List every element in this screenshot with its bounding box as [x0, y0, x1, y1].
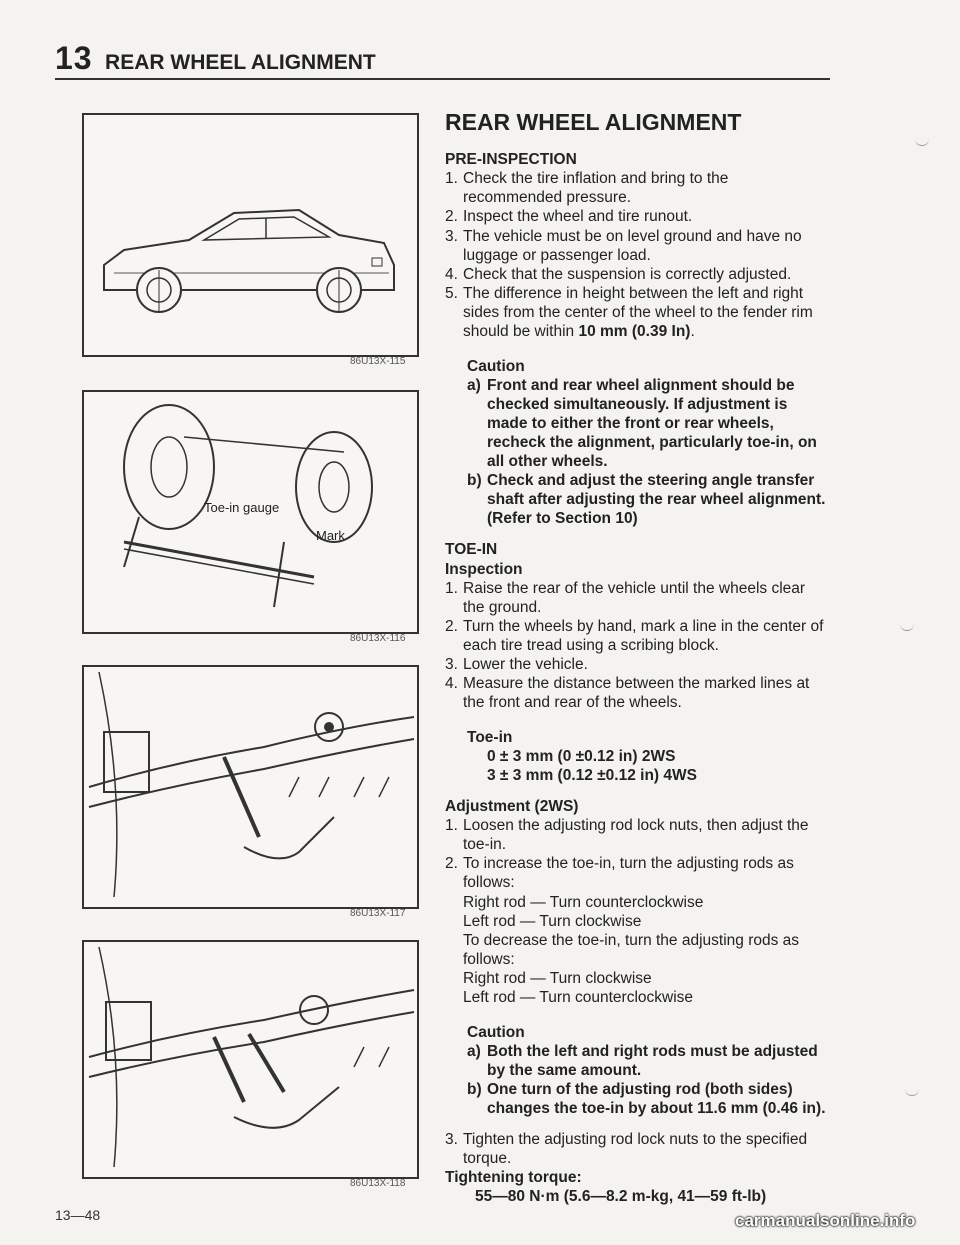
toe-in-gauge-label: Toe-in gauge	[204, 500, 280, 515]
height-spec: 10 mm (0.39 In)	[578, 322, 691, 340]
inspection-heading: Inspection	[445, 560, 523, 578]
caution-block-2	[467, 1023, 830, 1118]
list-item: 2. To increase the toe-in, turn the adjusting rods as follows: Right rod — Turn counterclockwise Left rod — Turn clockwise To decrease the toe-in, turn the adjusting rods as follows: Right rod — Turn clockwise Left rod — Turn counterclockwise	[445, 854, 830, 1007]
vehicle-illustration	[84, 115, 417, 355]
figure-vehicle-side-view	[82, 113, 419, 357]
page-number: 13—48	[55, 1207, 101, 1223]
adjust-line: To decrease the toe-in, turn the adjusting rods as follows:	[463, 931, 800, 968]
caution-block	[467, 357, 830, 529]
torque-spec	[445, 1168, 766, 1207]
figure-adjusting-rod-alt	[82, 940, 419, 1179]
caution-heading: Caution	[467, 1023, 525, 1041]
list-item: 4. Measure the distance between the marked lines at the front and rear of the wheels.	[445, 674, 810, 711]
adjustment-steps-cont	[445, 1130, 830, 1168]
figure-toe-in-gauge	[82, 390, 419, 634]
watermark-text: carmanualsonline.info	[735, 1211, 916, 1230]
list-item: b) One turn of the adjusting rod (both sides) changes the toe-in by about 11.6 mm (0.46 in).	[467, 1081, 826, 1118]
list-item: 3. Tighten the adjusting rod lock nuts to the specified torque.	[445, 1131, 808, 1168]
figure-adjusting-rod	[82, 665, 419, 909]
list-item: 2. Turn the wheels by hand, mark a line in the center of each tire tread using a scribing block.	[445, 617, 824, 654]
torque-value: 55—80 N·m (5.6—8.2 m-kg, 41—59 ft-lb)	[475, 1188, 767, 1206]
mark-label: Mark	[316, 528, 345, 543]
adjust-line: Right rod — Turn counterclockwise	[463, 893, 704, 911]
margin-mark	[915, 135, 929, 146]
toein-spec-2ws: 0 ± 3 mm (0 ±0.12 in) 2WS	[487, 748, 676, 766]
list-item: a) Both the left and right rods must be adjusted by the same amount.	[467, 1042, 818, 1080]
header-rule	[55, 78, 830, 80]
adjust-line: Right rod — Turn clockwise	[463, 969, 652, 987]
adjustment-heading: Adjustment (2WS)	[445, 798, 579, 816]
figure-code: 86U13X-116	[350, 633, 406, 644]
inspection-steps	[445, 579, 830, 712]
section-number: 13	[55, 40, 93, 76]
section-title: REAR WHEEL ALIGNMENT	[105, 51, 376, 74]
margin-mark	[905, 1085, 919, 1096]
adjust-line: Left rod — Turn counterclockwise	[463, 988, 694, 1006]
page-header	[55, 40, 830, 77]
list-item: 2. Inspect the wheel and tire runout.	[445, 208, 693, 226]
list-item: 4. Check that the suspension is correctly adjusted.	[445, 265, 792, 283]
caution-heading: Caution	[467, 357, 525, 375]
list-item: 1. Check the tire inflation and bring to the recommended pressure.	[445, 170, 729, 207]
toe-in-gauge-illustration	[84, 392, 417, 632]
page-title: REAR WHEEL ALIGNMENT	[445, 109, 742, 135]
list-item: 5. The difference in height between the left and right sides from the center of the wheel to the fender rim should be within 10 mm (0.39 In).	[445, 284, 813, 340]
adjustment-steps	[445, 816, 830, 1007]
margin-mark	[900, 620, 914, 631]
torque-heading: Tightening torque:	[445, 1169, 582, 1186]
toein-heading: TOE-IN	[445, 541, 498, 559]
adjusting-rod-illustration	[84, 667, 417, 907]
list-item: 3. Lower the vehicle.	[445, 655, 588, 673]
figure-code: 86U13X-117	[350, 908, 406, 919]
figure-code: 86U13X-118	[350, 1178, 406, 1189]
list-item: 1. Loosen the adjusting rod lock nuts, then adjust the toe-in.	[445, 817, 809, 854]
list-item: b) Check and adjust the steering angle transfer shaft after adjusting the rear wheel alignment. (Refer to Section 10)	[467, 472, 826, 528]
list-item: 1. Raise the rear of the vehicle until the wheels clear the ground.	[445, 579, 806, 616]
toein-spec-4ws: 3 ± 3 mm (0.12 ±0.12 in) 4WS	[487, 767, 697, 785]
list-item: 3. The vehicle must be on level ground and have no luggage or passenger load.	[445, 227, 802, 264]
toein-spec	[467, 728, 830, 785]
preinspection-heading: PRE-INSPECTION	[445, 151, 577, 169]
toein-spec-heading: Toe-in	[467, 729, 513, 747]
adjust-line: Left rod — Turn clockwise	[463, 912, 642, 930]
adjusting-rod-illustration-alt	[84, 942, 417, 1177]
figure-code: 86U13X-115	[350, 356, 406, 367]
list-item: a) Front and rear wheel alignment should be checked simultaneously. If adjustment is made to either the front or rear wheels, recheck the alignment, particularly toe-in, on all other wheels.	[467, 376, 817, 471]
preinspection-steps	[445, 169, 830, 341]
main-column	[445, 108, 830, 1168]
